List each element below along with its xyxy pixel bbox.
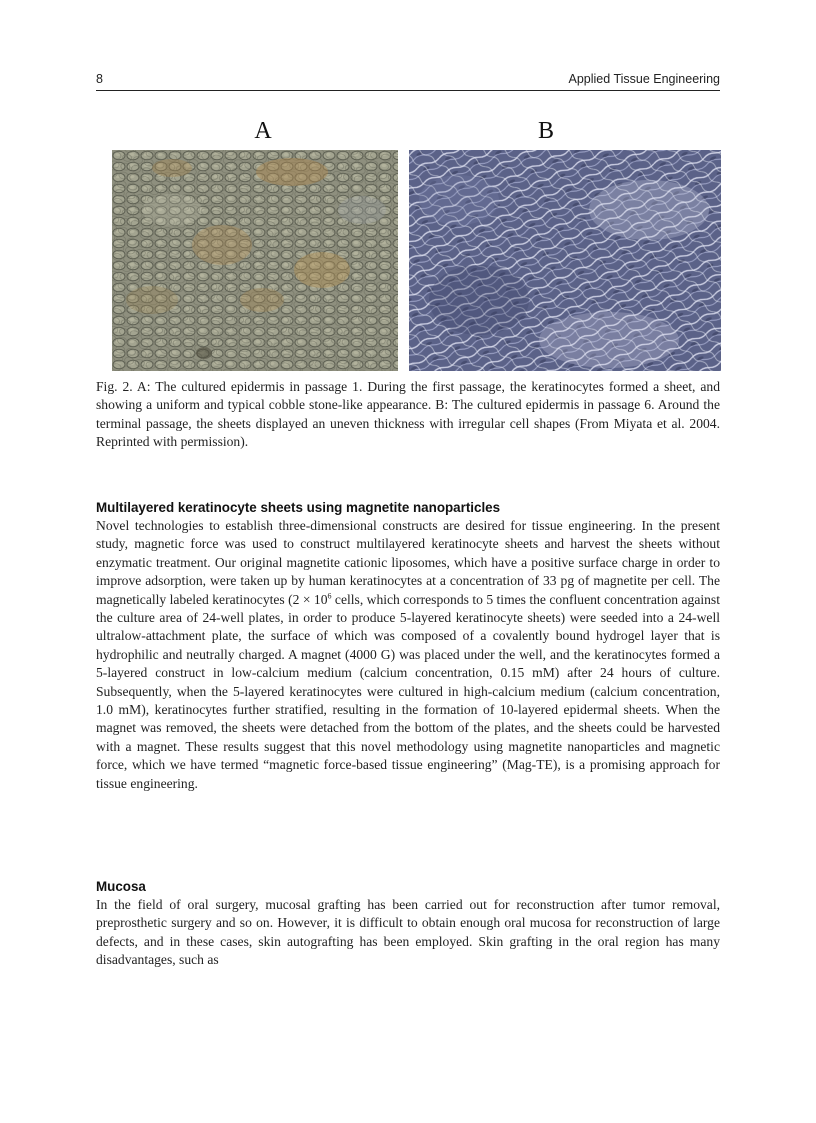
journal-title: Applied Tissue Engineering (568, 72, 720, 86)
section-heading-multilayered: Multilayered keratinocyte sheets using magnetite nanoparticles (96, 500, 501, 515)
figure-caption: Fig. 2. A: The cultured epidermis in passage 1. During the first passage, the keratinocytes formed a sheet, and showing a uniform and typical cobble stone-like appearance. B: The cultured epidermis in passage 6. Around the terminal passage, the sheets displayed an uneven thickness with irregular cell shapes (From Miyata et al. 2004. Reprinted with permission). (96, 379, 720, 450)
section-body-mucosa: In the field of oral surgery, mucosal grafting has been carried out for reconstruction after tumor removal, preprosthetic surgery and so on. However, it is difficult to obtain enough oral mucosa for reconstruction of large defects, and in these cases, skin autografting has been employed. Skin grafting in the oral region has many disadvantages, such as (96, 897, 720, 968)
figure-panel-b-label: B (537, 118, 554, 144)
body-text-part-1: Novel technologies to establish three-dimensional constructs are desired for tissue engineering. In the present study, magnetic force was used to construct multilayered keratinocyte sheets and harvest the sheets without enzymatic treatment. Our original magnetite cationic liposomes, which have a positive surface charge in order to improve adsorption, were taken up by human keratinocytes at a concentration of 33 pg of magnetite per cell. The magnetically labeled keratinocytes (2 × 10 (96, 518, 720, 607)
body-text-part-2: cells, which corresponds to 5 times the confluent concentration against the culture area of 24-well plates, in order to produce 5-layered keratinocyte sheets) were seeded into a 24-well ultralow-attachment plate, the surface of which was composed of a covalently bound hydrogel layer that is hydrophilic and neutrally charged. A magnet (4000 G) was placed under the well, and the keratinocytes formed a 5-layered construct in low-calcium medium (calcium concentration, 0.15 mM) after 24 hours of culture. Subsequently, when the 5-layered keratinocytes were cultured in high-calcium medium (calcium concentration, 1.0 mM), keratinocytes further stratified, resulting in the formation of 10-layered epidermal sheets. When the magnet was removed, the sheets were detached from the bottom of the plates, and the sheets could be harvested with a magnet. These results suggest that this novel methodology using magnetite nanoparticles and magnetic force, which we have termed “magnetic force-based tissue engineering” (Mag-TE), is a promising approach for tissue engineering. (96, 591, 720, 791)
figure-panel-b-micrograph (409, 150, 721, 371)
superscript-exponent: 6 (327, 591, 332, 601)
figure-panel-a-label: A (254, 118, 272, 144)
running-header (96, 70, 720, 91)
figure-panel-a-micrograph (112, 150, 398, 371)
section-heading-mucosa: Mucosa (96, 879, 146, 894)
section-body-multilayered (96, 517, 720, 793)
page-number: 8 (96, 72, 103, 86)
